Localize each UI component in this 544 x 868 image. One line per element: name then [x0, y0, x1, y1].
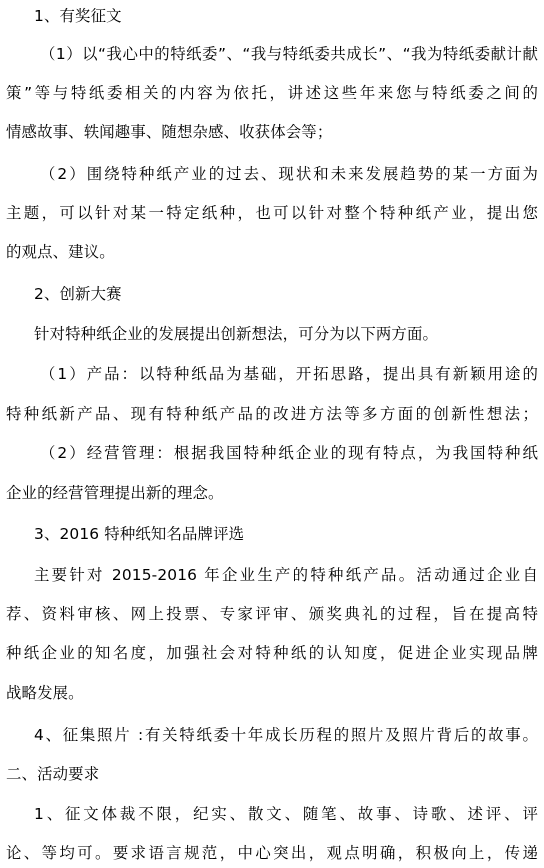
paragraph-line: （1）产品：以特种纸品为基础，开拓思路，提出具有新颖用途的 — [40, 365, 538, 383]
heading-innovation-contest: 2、创新大赛 — [34, 285, 122, 303]
paragraph-line: 种纸企业的知名度，加强社会对特种纸的认知度，促进企业实现品牌 — [6, 644, 538, 662]
paragraph-line: 论、等均可。要求语言规范，中心突出，观点明确，积极向上，传递 — [6, 844, 538, 862]
paragraph-line: （2）经营管理：根据我国特种纸企业的现有特点，为我国特种纸 — [40, 444, 538, 462]
paragraph-line: 策”等与特纸委相关的内容为依托，讲述这些年来您与特纸委之间的 — [6, 84, 538, 102]
paragraph-line: 1、征文体裁不限，纪实、散文、随笔、故事、诗歌、述评、评 — [34, 805, 538, 823]
paragraph-line: 针对特种纸企业的发展提出创新想法，可分为以下两方面。 — [34, 325, 439, 343]
heading-activity-requirements: 二、活动要求 — [6, 765, 100, 783]
heading-photo-collection: 4、征集照片 :有关特纸委十年成长历程的照片及照片背后的故事。 — [34, 726, 538, 744]
heading-prize-essay: 1、有奖征文 — [34, 7, 122, 25]
paragraph-line: （2）围绕特种纸产业的过去、现状和未来发展趋势的某一方面为 — [40, 165, 538, 183]
paragraph-line: 战略发展。 — [6, 684, 84, 702]
heading-brand-selection: 3、2016 特种纸知名品牌评选 — [34, 525, 245, 543]
paragraph-line: 企业的经营管理提出新的理念。 — [6, 484, 224, 502]
paragraph-line: 主题，可以针对某一特定纸种，也可以针对整个特种纸产业，提出您 — [6, 204, 538, 222]
paragraph-line: 特种纸新产品、现有特种纸产品的改进方法等多方面的创新性想法； — [6, 405, 538, 423]
paragraph-line: 荐、资料审核、网上投票、专家评审、颁奖典礼的过程，旨在提高特 — [6, 605, 538, 623]
paragraph-line: （1）以“我心中的特纸委”、“我与特纸委共成长”、“我为特纸委献计献 — [40, 45, 538, 63]
paragraph-line: 情感故事、轶闻趣事、随想杂感、收获体会等； — [6, 123, 333, 141]
paragraph-line: 主要针对 2015-2016 年企业生产的特种纸产品。活动通过企业自 — [34, 566, 538, 584]
paragraph-line: 的观点、建议。 — [6, 243, 115, 261]
